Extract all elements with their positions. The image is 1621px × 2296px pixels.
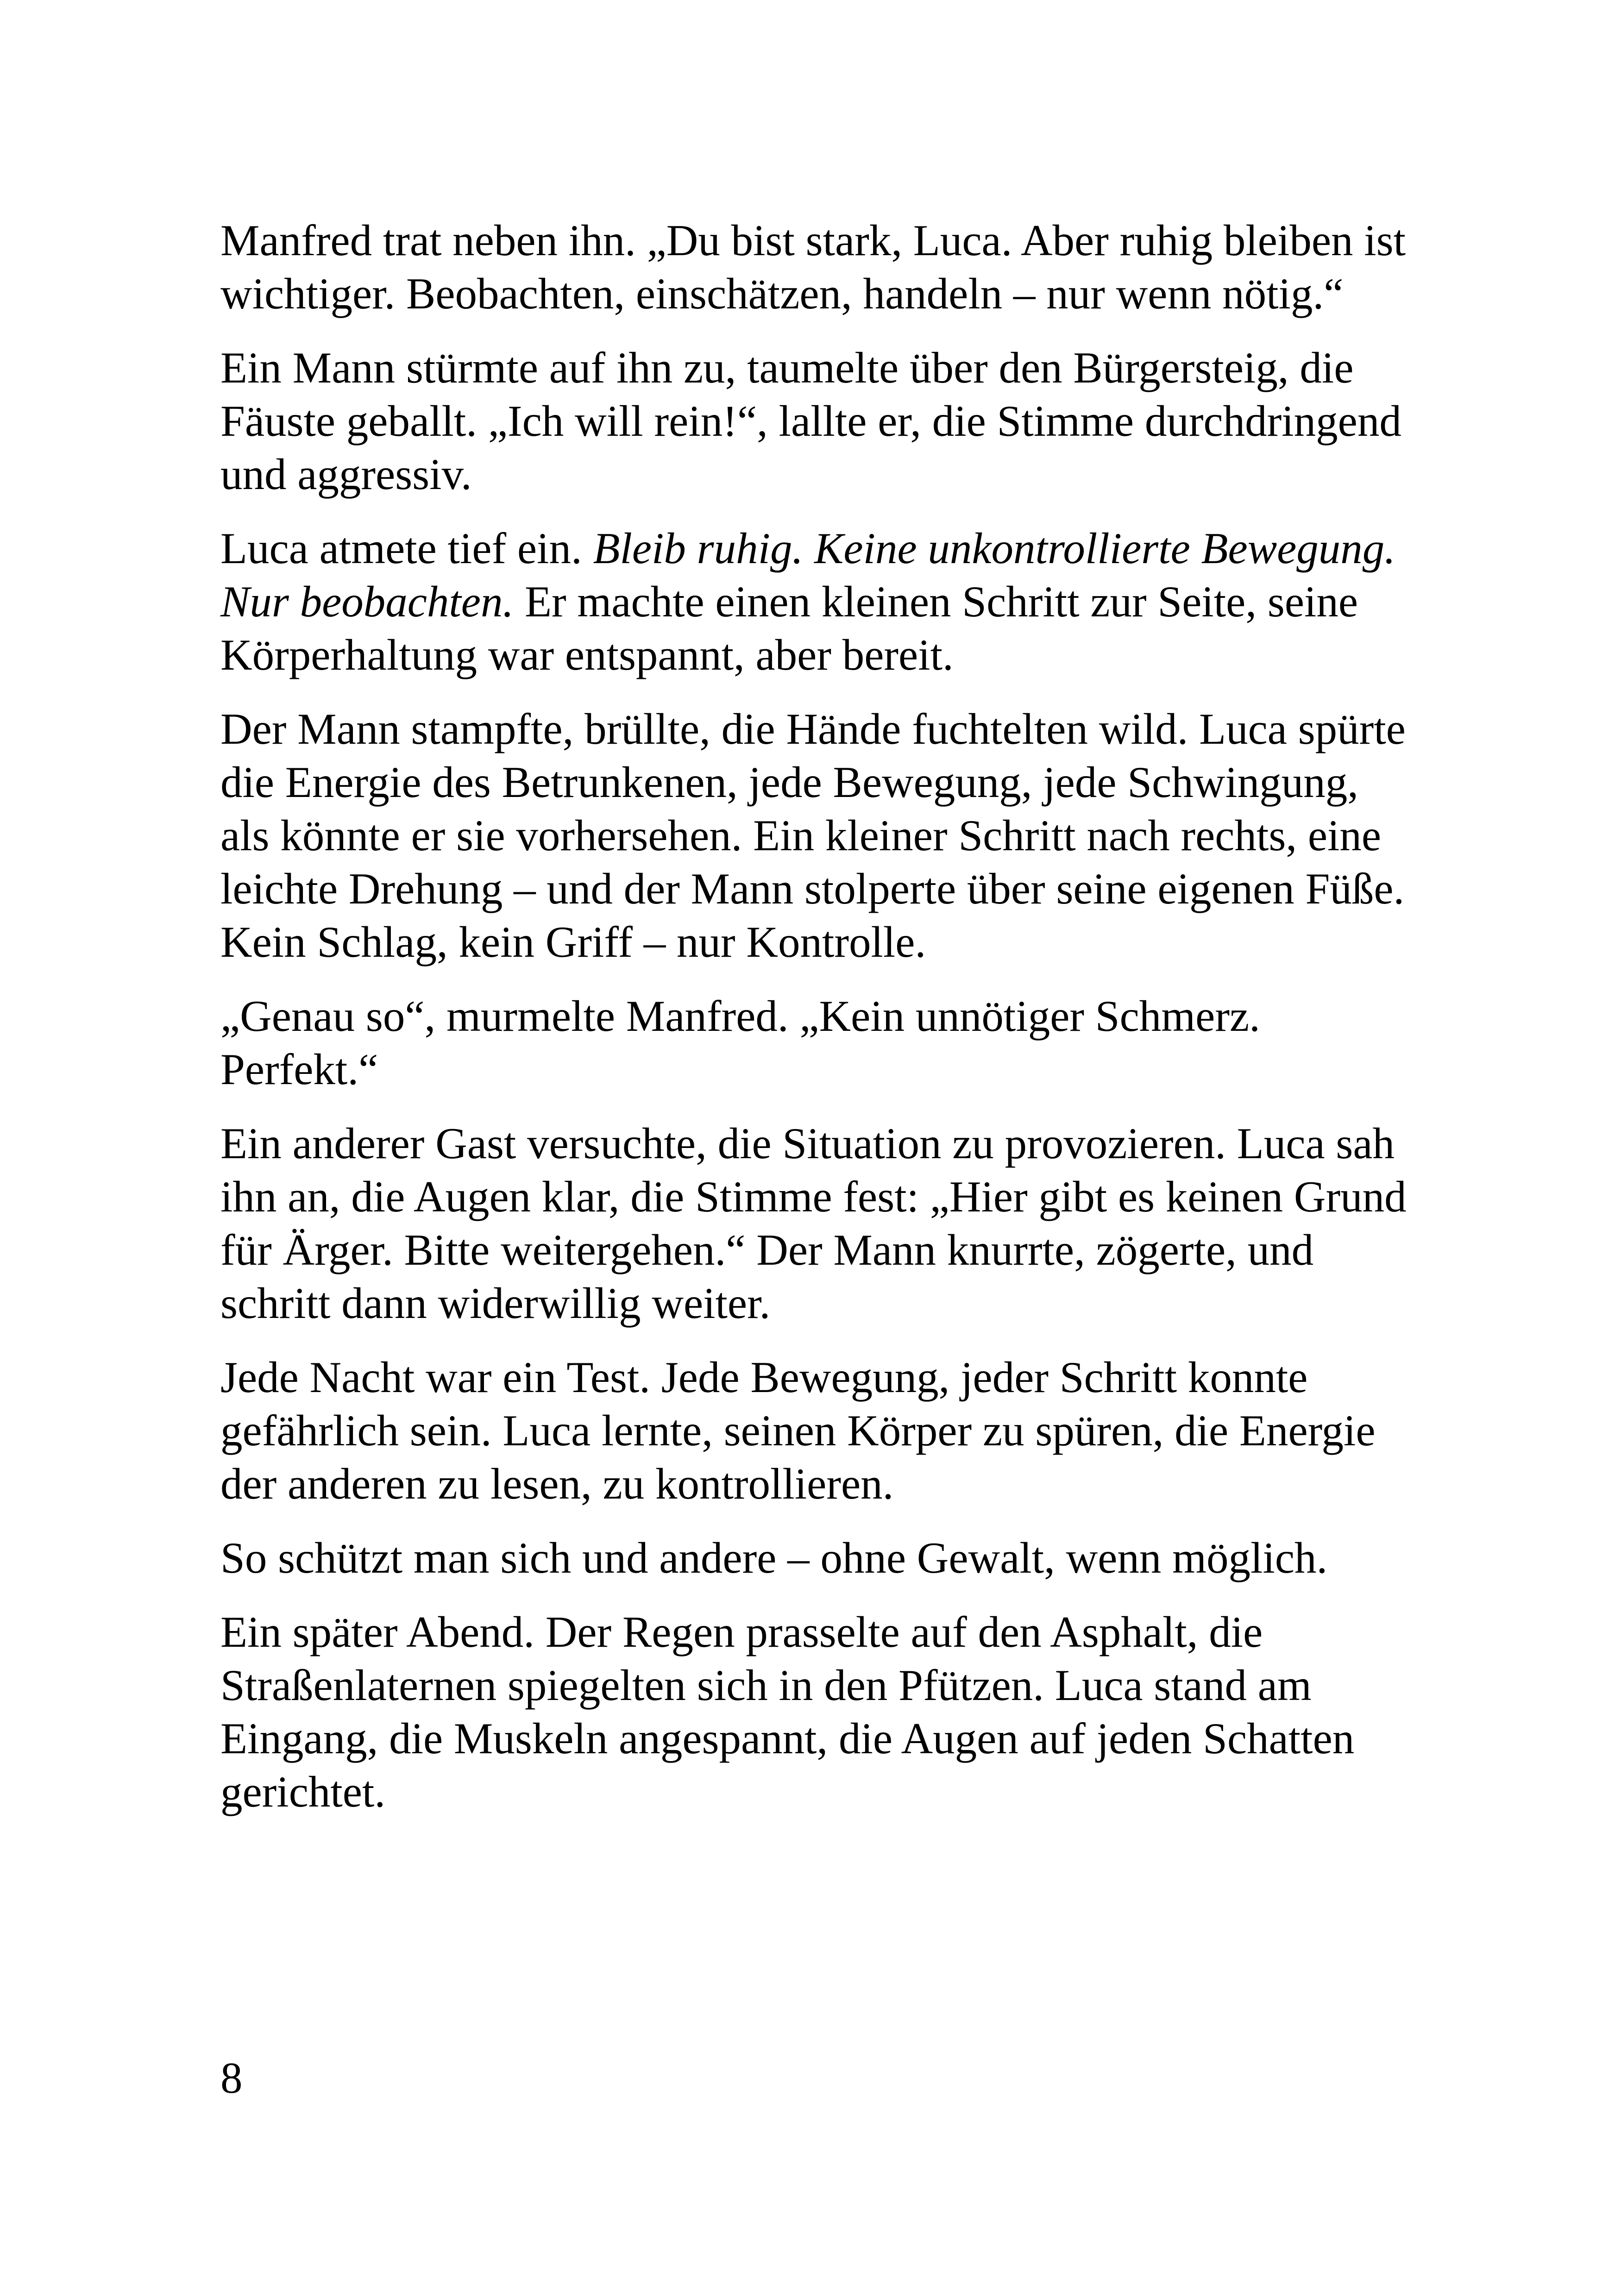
paragraph-3-lead: Luca atmete tief ein. xyxy=(220,524,593,573)
paragraph-8: So schützt man sich und andere – ohne Gewalt, wenn möglich. xyxy=(220,1533,1328,1582)
paragraph-6: Ein anderer Gast versuchte, die Situation zu provozieren. Luca sah ihn an, die Augen klar, die Stimme fest: „Hier gibt es keinen Grund für Ärger. Bitte weitergehen.“ Der Mann knurrte, zögerte, und schritt dann widerwillig weiter. xyxy=(220,1119,1407,1328)
paragraph-9: Ein später Abend. Der Regen prasselte auf den Asphalt, die Straßenlaternen spiegelten sich in den Pfützen. Luca stand am Eingang, die Muskeln angespannt, die Augen auf jeden Schatten gerichtet. xyxy=(220,1607,1355,1816)
paragraph-3-tail: Er machte einen kleinen Schritt zur Seite, seine Körperhaltung war entspannt, aber bereit. xyxy=(220,577,1358,679)
paragraph-2: Ein Mann stürmte auf ihn zu, taumelte über den Bürgersteig, die Fäuste geballt. „Ich will rein!“, lallte er, die Stimme durchdringend und aggressiv. xyxy=(220,343,1401,499)
body-text xyxy=(220,214,1415,1819)
paragraph-4: Der Mann stampfte, brüllte, die Hände fuchtelten wild. Luca spürte die Energie des Betrunkenen, jede Bewegung, jede Schwingung, als könnte er sie vorhersehen. Ein kleiner Schritt nach rechts, eine leichte Drehung – und der Mann stolperte über seine eigenen Füße. Kein Schlag, kein Griff – nur Kontrolle. xyxy=(220,704,1406,966)
paragraph-5: „Genau so“, murmelte Manfred. „Kein unnötiger Schmerz. Perfekt.“ xyxy=(220,991,1260,1094)
paragraph-3-italic-thought: Bleib ruhig. Keine unkontrollierte Bewegung. Nur beobachten. xyxy=(220,524,1395,626)
paragraph-3 xyxy=(220,522,1415,682)
page-number: 8 xyxy=(220,2053,243,2102)
paragraph-1: Manfred trat neben ihn. „Du bist stark, Luca. Aber ruhig bleiben ist wichtiger. Beobachten, einschätzen, handeln – nur wenn nötig.“ xyxy=(220,216,1406,318)
paragraph-7: Jede Nacht war ein Test. Jede Bewegung, jeder Schritt konnte gefährlich sein. Luca lernte, seinen Körper zu spüren, die Energie der anderen zu lesen, zu kontrollieren. xyxy=(220,1353,1376,1508)
